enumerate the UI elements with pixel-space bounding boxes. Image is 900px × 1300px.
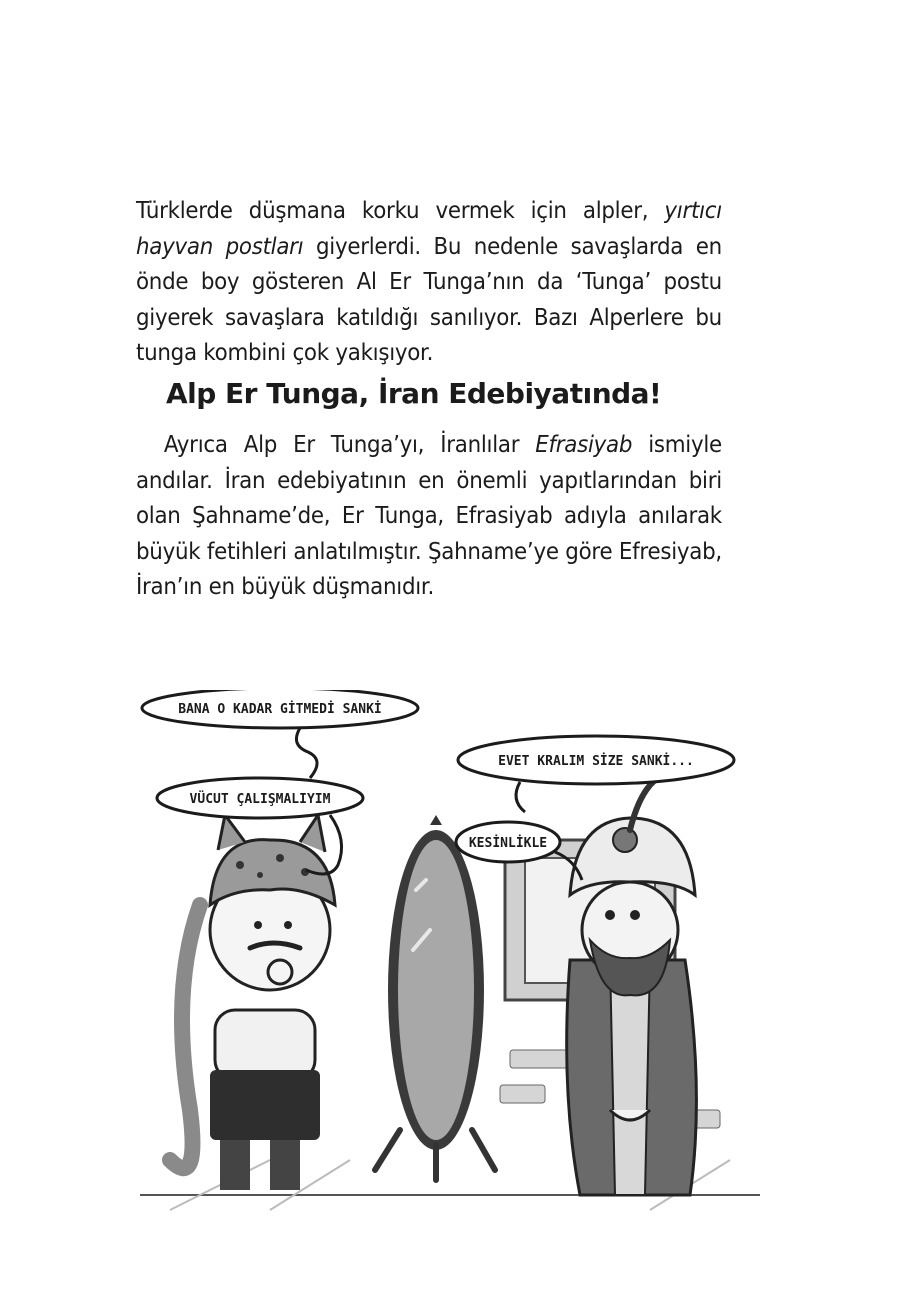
- bubble-text: VÜCUT ÇALIŞMALIYIM: [189, 792, 331, 807]
- bubble-text: BANA O KADAR GİTMEDİ SANKİ: [178, 702, 382, 717]
- section-heading: Alp Er Tunga, İran Edebiyatında!: [166, 377, 662, 410]
- vizier-character: [567, 778, 697, 1195]
- bubble-text: EVET KRALIM SİZE SANKİ...: [498, 754, 694, 769]
- speech-bubble-right: [458, 736, 734, 812]
- paragraph-2: Ayrıca Alp Er Tunga’yı, İranlılar Efrasiyab ismiyle andılar. İran edebiyatının en önemli yapıtlarından biri olan Şahname’de, Er Tunga, Efrasiyab adıyla anılarak büyük fetihleri anlatılmıştır. Şahname’ye göre Efresiyab, İran’ın en büyük düşmanıdır.: [136, 432, 722, 600]
- bubble-text: KESİNLİKLE: [468, 836, 548, 851]
- cartoon-illustration: [130, 690, 770, 1220]
- paragraph-1: Türklerde düşmana korku vermek için alpler, yırtıcı hayvan postları giyerlerdi. Bu nedenle savaşlarda en önde boy gösteren Al Er Tunga’nın da ‘Tunga’ postu giyerek savaşlara katıldığı sanılıyor. Bazı Alperlere bu tunga kombini çok yakışıyor.: [136, 198, 722, 366]
- emphasis-text: Efrasiyab: [535, 432, 633, 458]
- emphasis-text: yırtıcı hayvan postları: [136, 198, 722, 260]
- standing-mirror: [375, 815, 495, 1180]
- speech-bubble-top-left: [142, 690, 418, 778]
